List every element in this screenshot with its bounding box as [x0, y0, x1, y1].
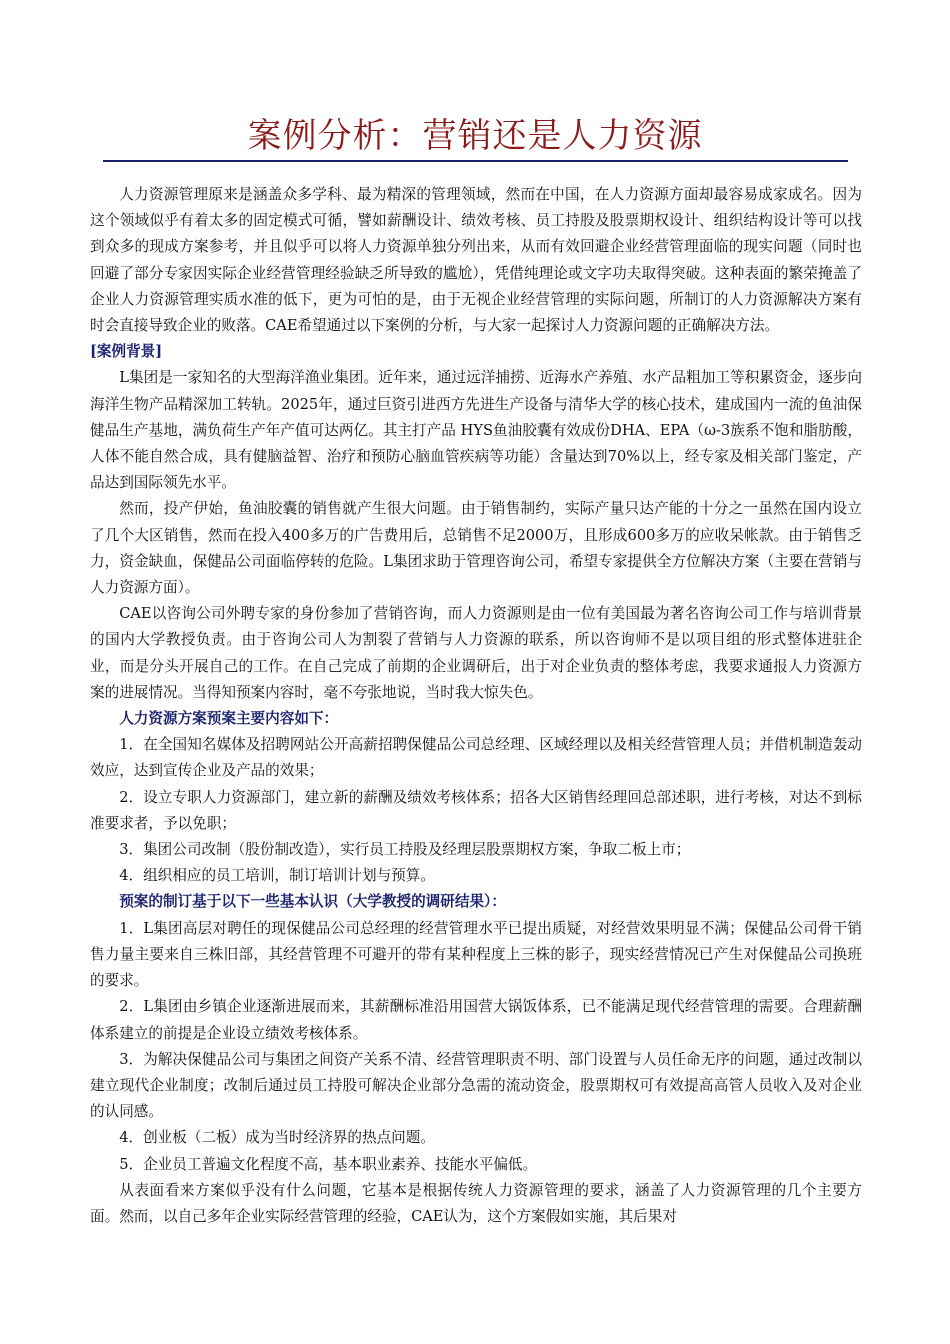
- plan-item-2: 2．设立专职人力资源部门，建立新的薪酬及绩效考核体系；招各大区销售经理回总部述职，进行考核，对达不到标准要求者，予以免职；: [90, 788, 862, 832]
- section-heading-background: [案例背景]: [90, 343, 163, 361]
- intro-paragraph: 人力资源管理原来是涵盖众多学科、最为精深的管理领域，然而在中国，在人力资源方面却最容易成家成名。因为这个领域似乎有着太多的固定模式可循，譬如薪酬设计、绩效考核、员工持股及股票期权设计、组织结构设计等可以找到众多的现成方案参考，并且似乎可以将人力资源单独分列出来，从而有效回避企业经营管理面临的现实问题（同时也回避了部分专家因实际企业经营管理经验缺乏所导致的尴尬），凭借纯理论或文字功夫取得突破。这种表面的繁荣掩盖了企业人力资源管理实质水准的低下，更为可怕的是，由于无视企业经营管理的实际问题，所制订的人力资源解决方案有时会直接导致企业的败落。CAE希望通过以下案例的分析，与大家一起探讨人力资源问题的正确解决方法。: [90, 186, 862, 335]
- background-paragraph-2: 然而，投产伊始，鱼油胶囊的销售就产生很大问题。由于销售制约，实际产量只达产能的十分之一虽然在国内设立了几个大区销售，然而在投入400多万的广告费用后，总销售不足2000万，且形成600多万的应收呆帐款。由于销售乏力，资金缺血，保健品公司面临停转的危险。L集团求助于管理咨询公司，希望专家提供全方位解决方案（主要在营销与人力资源方面）。: [90, 500, 862, 597]
- conclusion-paragraph: 从表面看来方案似乎没有什么问题，它基本是根据传统人力资源管理的要求，涵盖了人力资源管理的几个主要方面。然而，以自己多年企业实际经营管理的经验，CAE认为，这个方案假如实施，其后果对: [90, 1181, 862, 1225]
- basis-heading: 预案的制订基于以下一些基本认识（大学教授的调研结果）：: [119, 893, 506, 911]
- plan-item-3: 3．集团公司改制（股份制改造），实行员工持股及经理层股票期权方案，争取二板上市；: [119, 841, 691, 859]
- plan-item-4: 4．组织相应的员工培训，制订培训计划与预算。: [119, 867, 435, 885]
- basis-item-4: 4．创业板（二板）成为当时经济界的热点问题。: [119, 1129, 435, 1147]
- document-body: [90, 182, 862, 1230]
- basis-item-3: 3．为解决保健品公司与集团之间资产关系不清、经营管理职责不明、部门设置与人员任命无序的问题，通过改制以建立现代企业制度；改制后通过员工持股可解决企业部分急需的流动资金，股票期权可有效提高高管人员收入及对企业的认同感。: [90, 1050, 862, 1121]
- background-paragraph-3: CAE以咨询公司外聘专家的身份参加了营销咨询，而人力资源则是由一位有美国最为著名咨询公司工作与培训背景的国内大学教授负责。由于咨询公司人为割裂了营销与人力资源的联系，所以咨询师不是以项目组的形式整体进驻企业，而是分头开展自己的工作。在自己完成了前期的企业调研后，出于对企业负责的整体考虑，我要求通报人力资源方案的进展情况。当得知预案内容时，毫不夸张地说，当时我大惊失色。: [90, 605, 862, 701]
- title-underline: [103, 160, 848, 162]
- background-paragraph-1: L集团是一家知名的大型海洋渔业集团。近年来，通过远洋捕捞、近海水产养殖、水产品粗加工等积累资金，逐步向海洋生物产品精深加工转轨。2025年，通过巨资引进西方先进生产设备与清华大学的核心技术，建成国内一流的鱼油保健品生产基地，满负荷生产年产值可达两亿。其主打产品 HYS鱼油胶囊有效成份DHA、EPA（ω-3族系不饱和脂肪酸，人体不能自然合成，具有健脑益智、治疗和预防心脑血管疾病等功能）含量达到70%以上，经专家及相关部门鉴定，产品达到国际领先水平。: [90, 369, 862, 492]
- plan-heading: 人力资源方案预案主要内容如下：: [119, 710, 339, 728]
- basis-item-2: 2．L集团由乡镇企业逐渐进展而来，其薪酬标准沿用国营大锅饭体系，已不能满足现代经营管理的需要。合理薪酬体系建立的前提是企业设立绩效考核体系。: [90, 998, 862, 1042]
- basis-item-5: 5．企业员工普遍文化程度不高，基本职业素养、技能水平偏低。: [119, 1155, 538, 1173]
- document-title: 案例分析：营销还是人力资源: [247, 116, 703, 156]
- basis-item-1: 1．L集团高层对聘任的现保健品公司总经理的经营管理水平已提出质疑，对经营效果明显不满；保健品公司骨干销售力量主要来自三株旧部，其经营管理不可避开的带有某种程度上三株的影子，现实经营情况已产生对保健品公司换班的要求。: [90, 919, 862, 990]
- plan-item-1: 1．在全国知名媒体及招聘网站公开高薪招聘保健品公司总经理、区域经理以及相关经营管理人员；并借机制造轰动效应，达到宣传企业及产品的效果；: [90, 736, 862, 780]
